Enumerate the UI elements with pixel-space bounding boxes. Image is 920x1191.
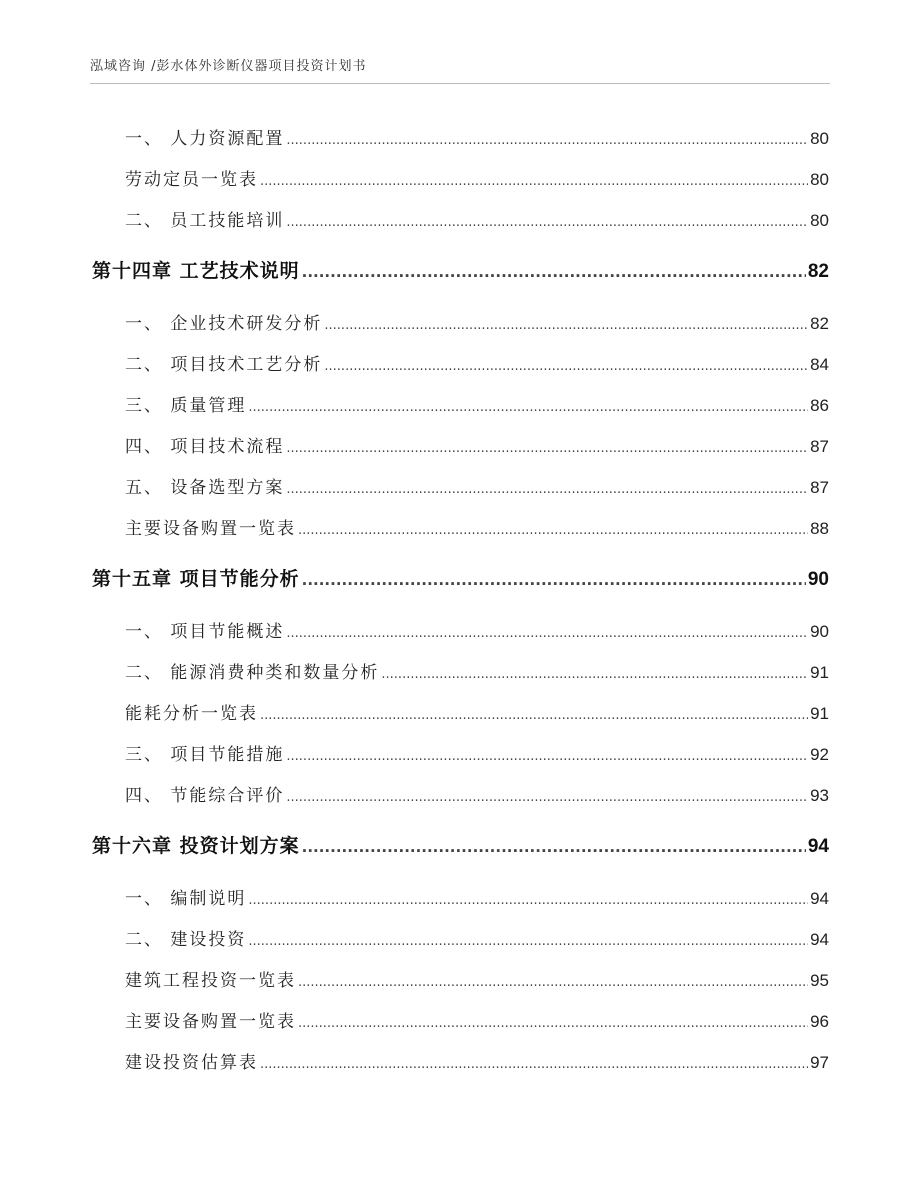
toc-dot-leader <box>260 708 808 723</box>
toc-entry-title: 主要设备购置一览表 <box>125 1012 296 1032</box>
toc-entry-chapter[interactable] <box>92 831 829 858</box>
toc-page-number: 84 <box>810 355 829 374</box>
toc-page-number: 80 <box>810 129 829 148</box>
toc-entry-title: 三、 质量管理 <box>125 396 247 416</box>
toc-chapter-title: 第十四章 工艺技术说明 <box>92 260 300 282</box>
toc-entry-section[interactable] <box>125 617 829 642</box>
toc-page-number: 92 <box>810 745 829 764</box>
toc-dot-leader <box>298 975 808 990</box>
toc-page-number: 91 <box>810 704 829 723</box>
toc-entry-section[interactable] <box>125 309 829 334</box>
toc-dot-leader <box>286 215 808 230</box>
toc-page-number: 90 <box>807 569 829 590</box>
toc-entry-title: 一、 项目节能概述 <box>125 622 285 642</box>
header-divider <box>90 83 830 84</box>
running-header: 泓域咨询 /彭水体外诊断仪器项目投资计划书 <box>90 59 367 74</box>
toc-entry-table[interactable] <box>125 699 829 724</box>
toc-entry-chapter[interactable] <box>92 564 829 591</box>
toc-entry-section[interactable] <box>125 781 829 806</box>
toc-dot-leader <box>248 893 808 908</box>
toc-entry-section[interactable] <box>125 391 829 416</box>
toc-entry-table[interactable] <box>125 514 829 539</box>
toc-entry-title: 建设投资估算表 <box>125 1053 258 1073</box>
toc-entry-title: 二、 建设投资 <box>125 930 247 950</box>
toc-entry-title: 主要设备购置一览表 <box>125 519 296 539</box>
toc-entry-table[interactable] <box>125 1048 829 1073</box>
toc-dot-leader <box>248 400 808 415</box>
toc-page-number: 80 <box>810 170 829 189</box>
toc-entry-section[interactable] <box>125 432 829 457</box>
toc-dot-leader <box>248 934 808 949</box>
toc-dot-leader <box>260 174 808 189</box>
toc-entry-title: 一、 人力资源配置 <box>125 129 285 149</box>
toc-chapter-title: 第十五章 项目节能分析 <box>92 568 300 590</box>
toc-entry-title: 五、 设备选型方案 <box>125 478 285 498</box>
toc-page-number: 95 <box>810 971 829 990</box>
toc-entry-section[interactable] <box>125 740 829 765</box>
toc-page-number: 80 <box>810 211 829 230</box>
toc-entry-title: 能耗分析一览表 <box>125 704 258 724</box>
toc-dot-leader <box>324 318 808 333</box>
toc-dot-leader <box>298 523 808 538</box>
toc-entry-title: 劳动定员一览表 <box>125 170 258 190</box>
toc-entry-title: 三、 项目节能措施 <box>125 745 285 765</box>
toc-entry-section[interactable] <box>125 350 829 375</box>
toc-page-number: 94 <box>810 930 829 949</box>
toc-entry-section[interactable] <box>125 925 829 950</box>
toc-entry-section[interactable] <box>125 206 829 231</box>
toc-entry-table[interactable] <box>125 966 829 991</box>
toc-page-number: 87 <box>810 478 829 497</box>
toc-entry-table[interactable] <box>125 1007 829 1032</box>
toc-page-number: 82 <box>810 314 829 333</box>
toc-dot-leader <box>298 1016 808 1031</box>
toc-entry-title: 二、 项目技术工艺分析 <box>125 355 323 375</box>
toc-entry-section[interactable] <box>125 884 829 909</box>
toc-page-number: 86 <box>810 396 829 415</box>
toc-dot-leader <box>324 359 808 374</box>
toc-page-number: 94 <box>810 889 829 908</box>
toc-dot-leader <box>286 626 808 641</box>
toc-entry-title: 二、 员工技能培训 <box>125 211 285 231</box>
toc-entry-section[interactable] <box>125 124 829 149</box>
toc-page-number: 96 <box>810 1012 829 1031</box>
toc-entry-title: 四、 节能综合评价 <box>125 786 285 806</box>
toc-entry-chapter[interactable] <box>92 256 829 283</box>
toc-page-number: 93 <box>810 786 829 805</box>
toc-page-number: 87 <box>810 437 829 456</box>
toc-entry-table[interactable] <box>125 165 829 190</box>
toc-entry-title: 一、 编制说明 <box>125 889 247 909</box>
toc-page-number: 94 <box>807 836 829 857</box>
toc-dot-leader <box>286 133 808 148</box>
toc-page-number: 91 <box>810 663 829 682</box>
toc-page-number: 97 <box>810 1053 829 1072</box>
toc-entry-title: 建筑工程投资一览表 <box>125 971 296 991</box>
toc-page-number: 90 <box>810 622 829 641</box>
toc-entry-title: 二、 能源消费种类和数量分析 <box>125 663 380 683</box>
toc-page-number: 88 <box>810 519 829 538</box>
toc-dot-leader <box>381 667 808 682</box>
toc-dot-leader <box>302 571 806 589</box>
toc-chapter-title: 第十六章 投资计划方案 <box>92 835 300 857</box>
toc-dot-leader <box>260 1057 808 1072</box>
toc-dot-leader <box>286 749 808 764</box>
toc-page-number: 82 <box>807 261 829 282</box>
toc-entry-section[interactable] <box>125 473 829 498</box>
toc-entry-title: 一、 企业技术研发分析 <box>125 314 323 334</box>
toc-dot-leader <box>302 838 806 856</box>
toc-dot-leader <box>286 790 808 805</box>
toc-dot-leader <box>302 263 806 281</box>
toc-entry-section[interactable] <box>125 658 829 683</box>
toc-entry-title: 四、 项目技术流程 <box>125 437 285 457</box>
toc-dot-leader <box>286 441 808 456</box>
toc-dot-leader <box>286 482 808 497</box>
